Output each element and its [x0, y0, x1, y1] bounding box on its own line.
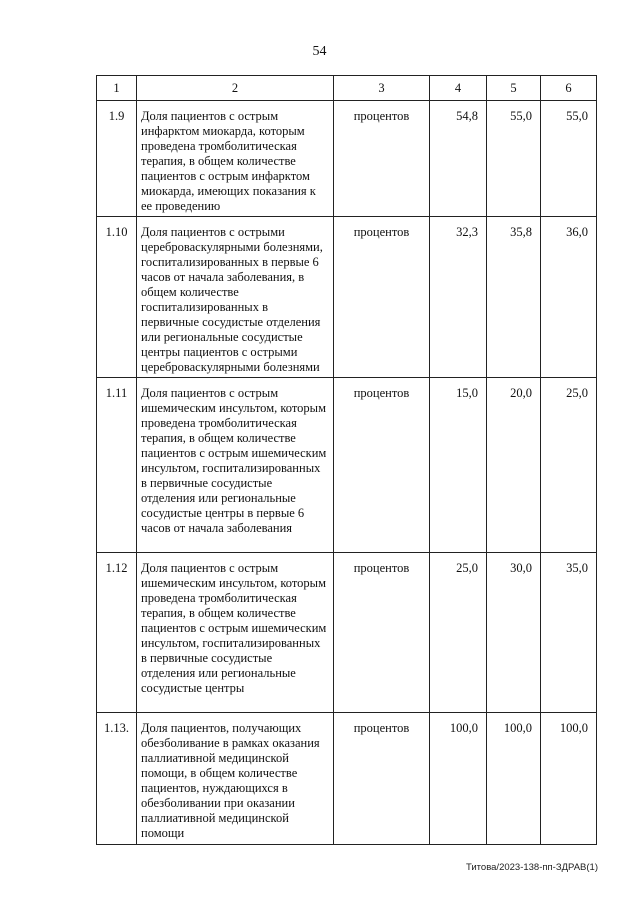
row-unit: процентов [334, 101, 430, 217]
row-description: Доля пациентов с острыми цереброваскулярными болезнями, госпитализированных в первые 6 часов от начала заболевания, в общем количестве госпитализированных в первичные сосудистые отделения или региональные сосудистые центры пациентов с острыми цереброваскулярными болезнями [137, 217, 334, 378]
table-header-row [97, 76, 597, 101]
row-number: 1.9 [97, 101, 137, 217]
row-number: 1.13. [97, 713, 137, 845]
row-value-col5: 35,8 [487, 217, 541, 378]
row-description: Доля пациентов, получающих обезболивание в рамках оказания паллиативной медицинской помощи, в общем количестве пациентов, нуждающихся в обезболивании при оказании паллиативной медицинской помощи [137, 713, 334, 845]
row-unit: процентов [334, 217, 430, 378]
column-header: 1 [97, 76, 137, 101]
row-unit: процентов [334, 553, 430, 713]
row-value-col6: 100,0 [541, 713, 597, 845]
table-row [97, 101, 597, 217]
row-value-col4: 15,0 [430, 378, 487, 553]
column-header: 4 [430, 76, 487, 101]
row-value-col4: 100,0 [430, 713, 487, 845]
page-number: 54 [312, 44, 327, 59]
row-value-col4: 32,3 [430, 217, 487, 378]
row-description: Доля пациентов с острым инфарктом миокарда, которым проведена тромболитическая терапия, в общем количестве пациентов с острым инфарктом миокарда, имеющих показания к ее проведению [137, 101, 334, 217]
column-header: 6 [541, 76, 597, 101]
column-header: 3 [334, 76, 430, 101]
table-row [97, 713, 597, 845]
row-number: 1.11 [97, 378, 137, 553]
row-number: 1.10 [97, 217, 137, 378]
row-unit: процентов [334, 713, 430, 845]
row-value-col6: 35,0 [541, 553, 597, 713]
row-description: Доля пациентов с острым ишемическим инсультом, которым проведена тромболитическая терапия, в общем количестве пациентов с острым ишемическим инсультом, госпитализированных в первичные сосудистые отделения или региональные сосудистые центры [137, 553, 334, 713]
document-footer-code: Титова/2023-138-пп-ЗДРАВ(1) [465, 862, 598, 873]
indicators-table [96, 75, 597, 845]
row-number: 1.12 [97, 553, 137, 713]
row-value-col4: 54,8 [430, 101, 487, 217]
row-value-col6: 36,0 [541, 217, 597, 378]
row-unit: процентов [334, 378, 430, 553]
table-row [97, 553, 597, 713]
row-value-col5: 100,0 [487, 713, 541, 845]
row-value-col5: 20,0 [487, 378, 541, 553]
row-value-col4: 25,0 [430, 553, 487, 713]
column-header: 2 [137, 76, 334, 101]
row-value-col6: 25,0 [541, 378, 597, 553]
row-value-col5: 55,0 [487, 101, 541, 217]
row-value-col6: 55,0 [541, 101, 597, 217]
row-description: Доля пациентов с острым ишемическим инсультом, которым проведена тромболитическая терапия, в общем количестве пациентов с острым ишемическим инсультом, госпитализированных в первичные сосудистые отделения или региональные сосудистые центры в первые 6 часов от начала заболевания [137, 378, 334, 553]
column-header: 5 [487, 76, 541, 101]
table-row [97, 217, 597, 378]
table-row [97, 378, 597, 553]
row-value-col5: 30,0 [487, 553, 541, 713]
